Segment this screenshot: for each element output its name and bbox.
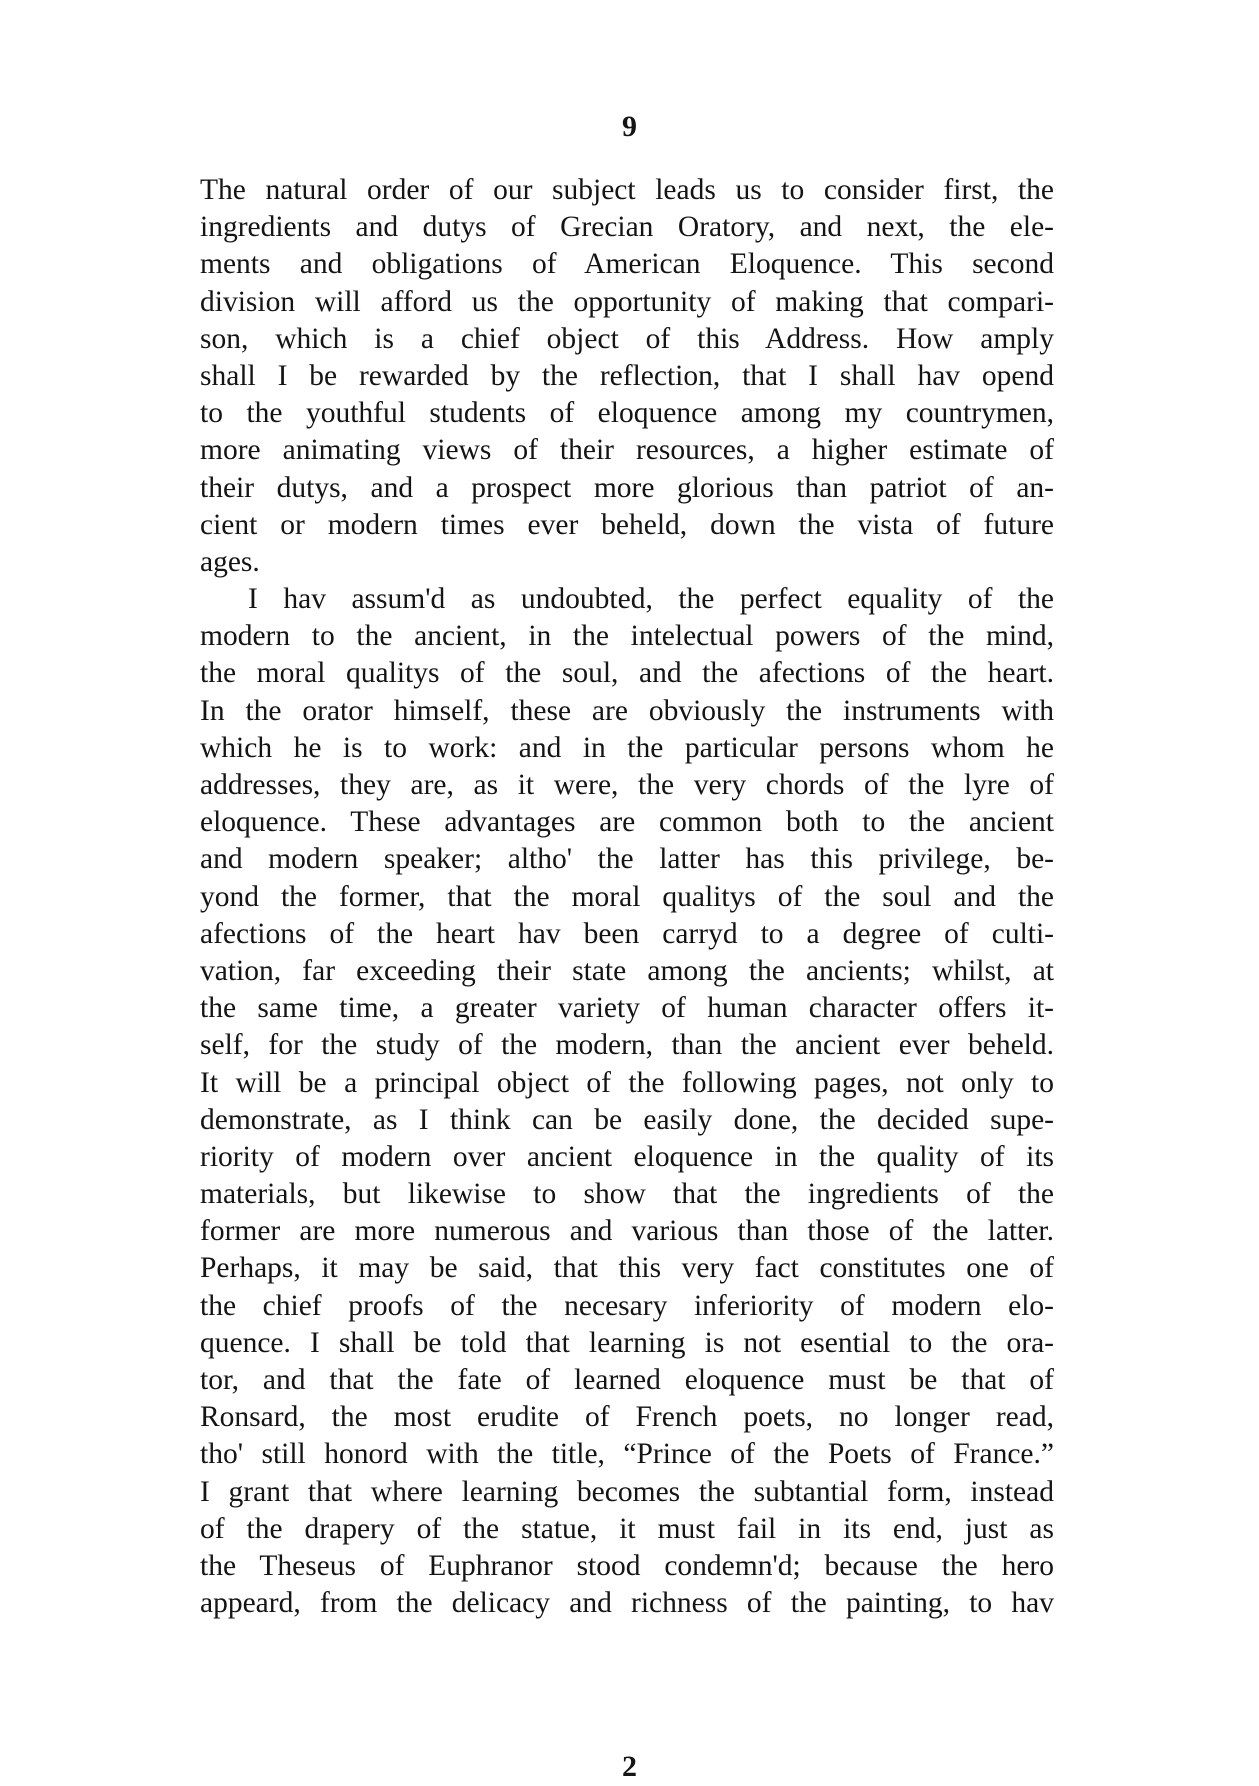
body-text: [200, 172, 1054, 1622]
text-line: son, which is a chief object of this Address. How amply: [200, 322, 1054, 355]
text-line: cient or modern times ever beheld, down the vista of future: [200, 508, 1054, 541]
text-line: self, for the study of the modern, than the ancient ever beheld.: [200, 1029, 1054, 1062]
text-line: tor, and that the fate of learned eloquence must be that of: [200, 1364, 1054, 1396]
text-line: appeard, from the delicacy and richness of the painting, to hav: [200, 1587, 1054, 1620]
text-line: the chief proofs of the necesary inferiority of modern elo-: [200, 1289, 1054, 1322]
text-line: to the youthful students of eloquence among my countrymen,: [200, 397, 1054, 430]
text-line: the same time, a greater variety of human character offers it-: [200, 992, 1054, 1025]
text-line: division will afford us the opportunity of making that compari-: [200, 285, 1054, 318]
text-line: the moral qualitys of the soul, and the afections of the heart.: [200, 657, 1054, 690]
text-line: yond the former, that the moral qualitys of the soul and the: [200, 880, 1054, 913]
text-line: which he is to work: and in the particular persons whom he: [200, 731, 1054, 764]
text-line: more animating views of their resources, a higher estimate of: [200, 434, 1054, 467]
text-line: modern to the ancient, in the intelectual powers of the mind,: [200, 620, 1054, 653]
text-line: quence. I shall be told that learning is not esential to the ora-: [200, 1326, 1054, 1359]
text-line: vation, far exceeding their state among the ancients; whilst, at: [200, 954, 1054, 987]
text-line: addresses, they are, as it were, the very chords of the lyre of: [200, 769, 1054, 801]
text-line: their dutys, and a prospect more glorious than patriot of an-: [200, 471, 1054, 504]
text-line: In the orator himself, these are obviously the instruments with: [200, 694, 1054, 727]
text-line: the Theseus of Euphranor stood condemn'd; because the hero: [200, 1549, 1054, 1582]
text-line: The natural order of our subject leads us to consider first, the: [200, 174, 1054, 206]
text-line: ingredients and dutys of Grecian Oratory, and next, the ele-: [200, 211, 1054, 244]
text-line: of the drapery of the statue, it must fail in its end, just as: [200, 1512, 1054, 1545]
text-line: riority of modern over ancient eloquence in the quality of its: [200, 1140, 1054, 1173]
text-line: shall I be rewarded by the reflection, that I shall hav opend: [200, 359, 1054, 392]
text-line: afections of the heart hav been carryd to a degree of culti-: [200, 917, 1054, 950]
text-line: Ronsard, the most erudite of French poets, no longer read,: [200, 1401, 1054, 1434]
text-line: It will be a principal object of the following pages, not only to: [200, 1066, 1054, 1099]
text-line: I grant that where learning becomes the subtantial form, instead: [200, 1475, 1054, 1508]
text-line: and modern speaker; altho' the latter has this privilege, be-: [200, 843, 1054, 876]
text-line: demonstrate, as I think can be easily done, the decided supe-: [200, 1103, 1054, 1136]
text-line: former are more numerous and various than those of the latter.: [200, 1215, 1054, 1248]
text-line: ages.: [200, 545, 260, 578]
text-line: Perhaps, it may be said, that this very fact constitutes one of: [200, 1252, 1054, 1285]
text-line: eloquence. These advantages are common both to the ancient: [200, 806, 1054, 839]
signature-mark: 2: [622, 1750, 637, 1783]
page-number: 9: [622, 110, 637, 143]
text-line: materials, but likewise to show that the ingredients of the: [200, 1178, 1054, 1211]
text-line: ments and obligations of American Eloquence. This second: [200, 248, 1054, 281]
text-line: I hav assum'd as undoubted, the perfect equality of the: [248, 583, 1054, 616]
text-line: tho' still honord with the title, “Prince of the Poets of France.”: [200, 1438, 1054, 1471]
